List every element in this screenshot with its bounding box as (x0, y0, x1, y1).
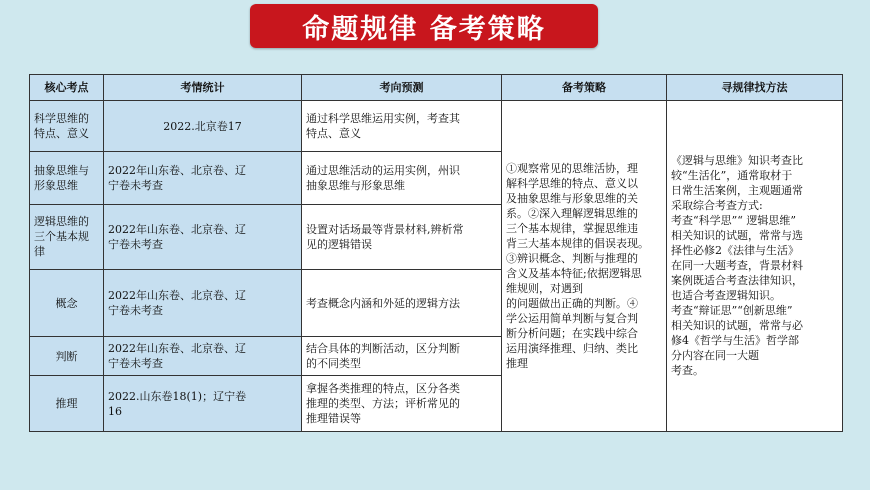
cell-exam-stats: 2022.山东卷18(1)；辽宁卷 16 (104, 376, 302, 432)
header-method: 寻规律找方法 (667, 75, 843, 101)
page-title-banner (250, 4, 598, 48)
page-title: 命题规律 备考策略 (302, 13, 546, 45)
cell-exam-stats: 2022.北京卷17 (104, 100, 302, 152)
cell-strategy: ①观察常见的思维活协，理 解科学思维的特点、意义以 及抽象思维与形象思维的关 系。②深入理解逻辑思维的 三个基本规律，掌握思维违 背三大基本规律的倡误表现。 ③辨识概念、判断与推理的 含义及基本特征;依据逻辑思 维规则，对遇到 的问题做出正确的判断。④ 学公运用简单判断与复合判 断分析问题；在实践中综合 运用演绎推理、归纳、类比 推理 (502, 100, 667, 431)
header-prediction: 考向预测 (302, 75, 502, 101)
cell-exam-stats: 2022年山东卷、北京卷、辽 宁卷未考查 (104, 337, 302, 376)
cell-prediction: 通过科学思维运用实例，考查其 特点、意义 (302, 100, 502, 152)
cell-exam-stats: 2022年山东卷、北京卷、辽 宁卷未考查 (104, 204, 302, 269)
cell-core-point: 概念 (30, 269, 104, 336)
cell-exam-stats: 2022年山东卷、北京卷、辽 宁卷未考查 (104, 152, 302, 205)
cell-prediction: 通过思维活动的运用实例，州识 抽象思维与形象思维 (302, 152, 502, 205)
cell-exam-stats: 2022年山东卷、北京卷、辽 宁卷未考查 (104, 269, 302, 336)
exam-strategy-table (29, 74, 843, 432)
cell-core-point: 推理 (30, 376, 104, 432)
cell-core-point: 逻辑思维的 三个基本规 律 (30, 204, 104, 269)
cell-core-point: 科学思维的 特点、意义 (30, 100, 104, 152)
header-exam-stats: 考情统计 (104, 75, 302, 101)
header-strategy: 备考策略 (502, 75, 667, 101)
cell-core-point: 判断 (30, 337, 104, 376)
table-row (30, 100, 843, 152)
cell-prediction: 结合具体的判断活动，区分判断 的不同类型 (302, 337, 502, 376)
table-header-row (30, 75, 843, 101)
header-core-point: 核心考点 (30, 75, 104, 101)
cell-core-point: 抽象思维与 形象思维 (30, 152, 104, 205)
cell-method: 《逻辑与思维》知识考查比 较“生活化”，通常取材于 日常生活案例，主观题通常 采取综合考查方式: 考查“科学思”“ 逻辑思维” 相关知识的试题，常常与选 择性必修2《法律与生活》 在同一大题考查，背景材料 案例既适合考查法律知识， 也适合考查逻辑知识。 考查“辩证思”“创新思维” 相关知识的试题，常常与必 修4《哲学与生活》哲学部 分内容在同一大题 考查。 (667, 100, 843, 431)
cell-prediction: 考查概念内涵和外延的逻辑方法 (302, 269, 502, 336)
cell-prediction: 设置对话场最等背景材料,辨析常 见的逻辑错误 (302, 204, 502, 269)
cell-prediction: 拿握各类推理的特点，区分各类 推理的类型、方法；评析常见的 推理错误等 (302, 376, 502, 432)
